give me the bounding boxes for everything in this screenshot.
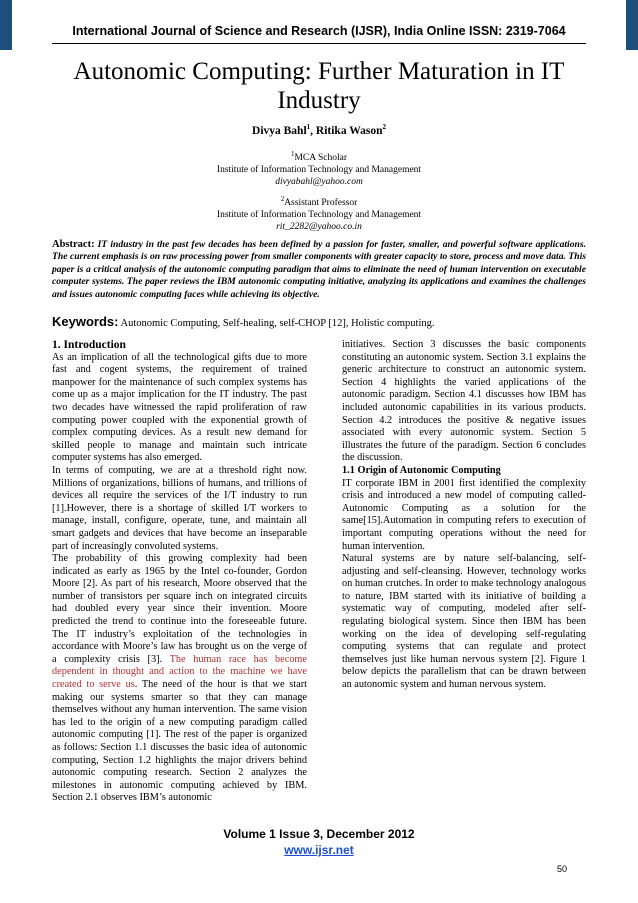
highlighted-text: The human race has become dependent in thought and action to the machine we have created to serve us [52, 653, 308, 691]
keywords [52, 314, 586, 329]
paragraph: As an implication of all the technological gifts due to more fast and cogent systems, the requirement of trained manpower for the maintenance of such complex systems has come up as a major implication for the IT industry. The past two decades have witnessed the rapid proliferation of raw computing power coupled with the exponential growth of complex computing devices. As a result new demand for skilled people to manage and maintain such intricate computer systems has also emerged. [52, 351, 307, 464]
footer [0, 826, 638, 858]
footer-url-link[interactable]: www.ijsr.net [284, 843, 354, 857]
author-sup: 1 [306, 123, 311, 132]
affiliation-sup: 2 [280, 194, 285, 203]
paragraph-text: The probability of this growing complexity had been indicated as early as 1965 by the Intel co-founder, Gordon Moore [2]. As part of his research, Moore observed that the number of transistors per square inch on integrated circuits had doubled every year since their invention. Moore predicted the trend to continue into the foreseeable future. The IT industry’s exploitation of the technologies in accordance with Moore’s law has brought us on the verge of a complexity crisis [3]. [52, 553, 307, 665]
paragraph: initiatives. Section 3 discusses the basic components constituting an autonomic system. Section 3.1 explains the generic architecture to construct an autonomic system. Section 4 highlights the varied applications of the autonomic paradigm. Section 4.1 discusses how IBM has included autonomic capabilities in its various products. Section 4.2 introduces the positive & negative issues associated with every autonomic system. Section 5 illustrates the future of the paradigm. Section 6 concludes the discussion. [342, 339, 586, 464]
paragraph: Natural systems are by nature self-balancing, self-adjusting and self-cleansing. However, technology works on human crutches. In order to make technology analogous to nature, IBM started with its initiative of building a systematic way of computing, modeled after self-regulating biological system. Since then IBM has been working on the idea of developing self-regulating computing systems that can regulate and protect themselves just like human nervous system [2]. Figure 1 below depicts the parallelism that can be drawn between an autonomic system and human nervous system. [342, 553, 586, 691]
keywords-text: Autonomic Computing, Self-healing, self-CHOP [12], Holistic computing. [120, 318, 435, 329]
right-column [342, 339, 586, 692]
keywords-label: Keywords: [52, 314, 119, 329]
affiliation-role: MCA Scholar [294, 153, 347, 163]
affiliation-1 [0, 149, 638, 188]
affiliation-email[interactable]: divyabahl@yahoo.com [275, 177, 363, 187]
affiliation-institute: Institute of Information Technology and Management [216, 210, 422, 220]
affiliation-2 [0, 194, 638, 233]
paragraph [52, 553, 307, 805]
author-list [0, 125, 638, 137]
affiliation-email[interactable]: rit_2282@yahoo.co.in [276, 222, 362, 232]
subsection-heading: 1.1 Origin of Autonomic Computing [342, 464, 501, 476]
author-separator: , [310, 125, 316, 137]
author-name: Ritika Wason [315, 125, 383, 137]
affiliation-institute: Institute of Information Technology and Management [216, 165, 422, 175]
paper-title: Autonomic Computing: Further Maturation in IT Industry [73, 58, 565, 114]
paragraph-text: . The need of the hour is that we start making our systems smarter so that they can manage themselves without any human intervention. The same vision has led to the origin of a new computing paradigm called autonomic computing [1]. The rest of the paper is organized as follows: Section 1.1 discusses the basic idea of autonomic computing, Section 1.2 highlights the major drivers behind autonomic computing research. Section 2 analyzes the milestones in autonomic computing achieved by IBM. Section 2.1 observes IBM’s autonomic [52, 679, 307, 804]
paragraph: IT corporate IBM in 2001 first identified the complexity crisis and introduced a new model of computing called- Autonomic Computing as a solution for the same[15].Automation in computing refers to execution of important computing operations without the need for human intervention. [342, 477, 586, 552]
journal-header: International Journal of Science and Research (IJSR), India Online ISSN: 2319-7064 [72, 24, 566, 38]
paragraph: In terms of computing, we are at a threshold right now. Millions of organizations, billions of humans, and trillions of devices all require the services of the I/T industry to run [1].However, there is a shortage of skilled I/T workers to manage, install, configure, operate, tune, and maintain all smart gadgets and devices that have become an inseparable part of increasingly convoluted systems. [52, 464, 307, 552]
affiliation-sup: 1 [290, 149, 295, 158]
abstract-label: Abstract: [52, 239, 95, 250]
footer-issue: Volume 1 Issue 3, December 2012 [223, 827, 415, 841]
left-column [52, 339, 307, 805]
page-number: 50 [557, 864, 568, 874]
abstract-text: IT industry in the past few decades has been defined by a passion for faster, smaller, and powerful software applications. The current emphasis is on raw processing power from smaller components with greater capacity to store, process and move data. This paper is a critical analysis of the autonomic computing paradigm that aims to eliminate the need of human intervention on executable computer systems. The paper reviews the IBM autonomic computing initiative, analyzing its applications and examines the challenges and issues autonomic computing faces while achieving its objective. [52, 239, 586, 300]
abstract [52, 239, 586, 301]
header-divider [52, 43, 586, 44]
section-heading: 1. Introduction [52, 339, 126, 351]
affiliation-role: Assistant Professor [284, 198, 358, 208]
author-sup: 2 [382, 123, 386, 132]
author-name: Divya Bahl [252, 125, 307, 137]
